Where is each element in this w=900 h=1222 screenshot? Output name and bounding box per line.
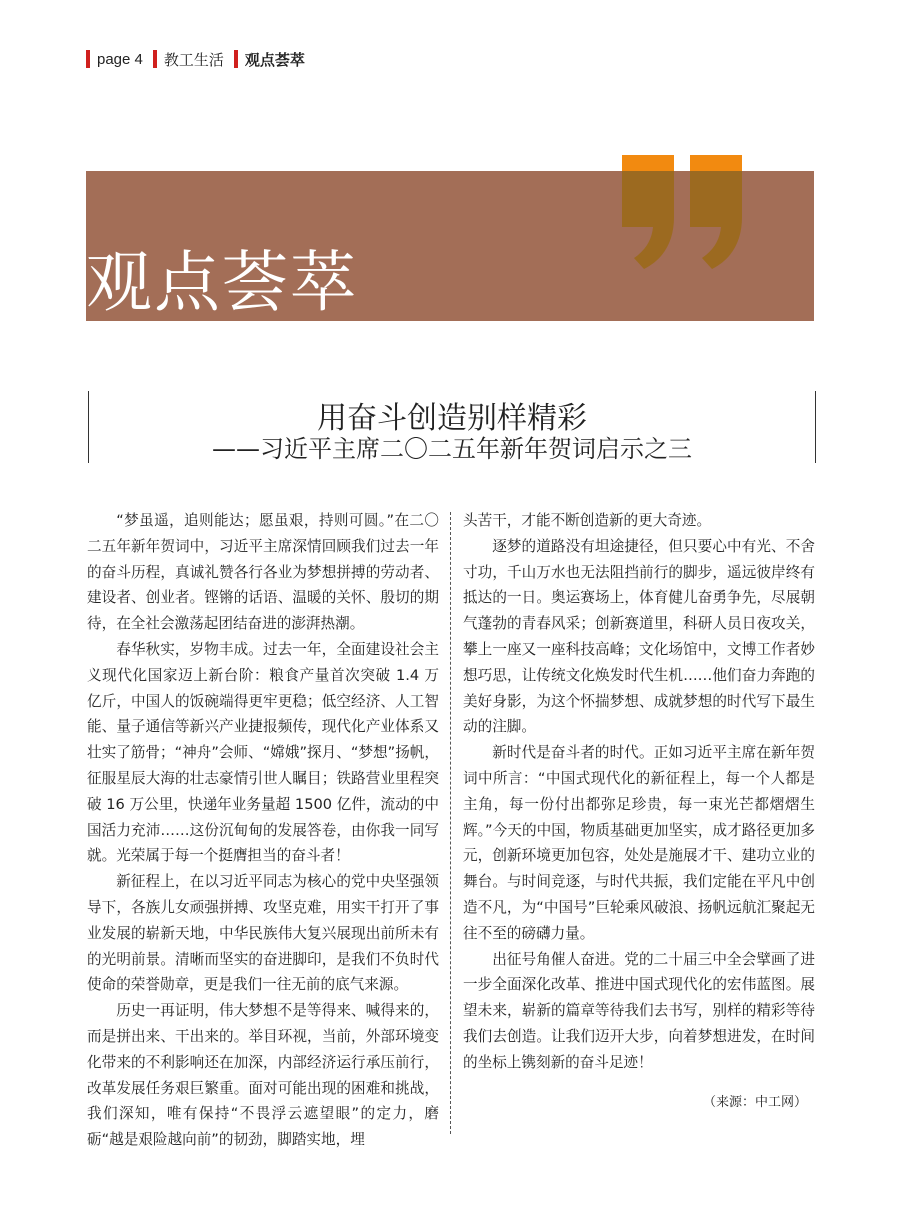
section-name: 教工生活	[163, 50, 224, 69]
column-name: 观点荟萃	[244, 50, 305, 69]
article-title: 用奋斗创造别样精彩	[317, 401, 587, 436]
red-bar-icon	[234, 50, 238, 68]
banner-title: 观点荟萃	[86, 244, 358, 321]
page-number-item	[86, 50, 143, 68]
right-column	[463, 508, 815, 1115]
paragraph: 历史一再证明，伟大梦想不是等得来、喊得来的，而是拼出来、干出来的。举目环视，当前，外部环境变化带来的不利影响还在加深，内部经济运行承压前行，改革发展任务艰巨繁重。面对可能出现的困难和挑战，我们深知，唯有保持“不畏浮云遮望眼”的定力，磨砺“越是艰险越向前”的韧劲，脚踏实地，埋	[87, 1002, 439, 1149]
left-column	[87, 508, 439, 1153]
section-item	[153, 49, 224, 70]
column-item	[234, 49, 305, 70]
page-header	[86, 48, 315, 70]
quote-mark-icon	[622, 155, 678, 269]
article-source: （来源：中工网）	[702, 1094, 807, 1110]
paragraph: 出征号角催人奋进。党的二十届三中全会擘画了进一步全面深化改革、推进中国式现代化的宏伟蓝图。展望未来，崭新的篇章等待我们去书写，别样的精彩等待我们去创造。让我们迈开大步，向着梦想进发，在时间的坐标上镌刻新的奋斗足迹！	[463, 950, 815, 1071]
page-number: page 4	[97, 50, 143, 68]
paragraph: “梦虽遥，追则能达；愿虽艰，持则可圆。”在二〇二五年新年贺词中，习近平主席深情回顾我们过去一年的奋斗历程，真诚礼赞各行各业为梦想拼搏的劳动者、建设者、创业者。铿锵的话语、温暖的关怀、殷切的期待，在全社会激荡起团结奋进的澎湃热潮。	[87, 512, 439, 633]
red-bar-icon	[153, 50, 157, 68]
article-subtitle: ——习近平主席二〇二五年新年贺词启示之三	[212, 435, 692, 463]
red-bar-icon	[86, 50, 90, 68]
article-title-box	[88, 391, 816, 463]
paragraph: 逐梦的道路没有坦途捷径，但只要心中有光、不舍寸功，千山万水也无法阻挡前行的脚步，遥远彼岸终有抵达的一日。奥运赛场上，体育健儿奋勇争先，尽展朝气蓬勃的青春风采；创新赛道里，科研人员日夜攻关，攀上一座又一座科技高峰；文化场馆中，文博工作者妙想巧思，让传统文化焕发时代生机……他们奋力奔跑的美好身影，为这个怀揣梦想、成就梦想的时代写下最生动的注脚。	[463, 537, 815, 736]
paragraph: 春华秋实，岁物丰成。过去一年，全面建设社会主义现代化国家迈上新台阶：粮食产量首次突破 1.4 万亿斤，中国人的饭碗端得更牢更稳；低空经济、人工智能、量子通信等新兴产业捷报频传，现代化产业体系又壮实了筋骨；“神舟”会师、“嫦娥”探月、“梦想”扬帆，征服星辰大海的壮志豪情引世人瞩目；铁路营业里程突破 16 万公里，快递年业务量超 1500 亿件，流动的中国活力充沛……这份沉甸甸的发展答卷，由你我一同写就。光荣属于每一个挺膺担当的奋斗者！	[87, 640, 439, 865]
paragraph: 新时代是奋斗者的时代。正如习近平主席在新年贺词中所言：“中国式现代化的新征程上，每一个人都是主角，每一份付出都弥足珍贵，每一束光芒都熠熠生辉。”今天的中国，物质基础更加坚实，成才路径更加多元，创新环境更加包容，处处是施展才干、建功立业的舞台。与时间竞逐，与时代共振，我们定能在平凡中创造不凡，为“中国号”巨轮乘风破浪、扬帆远航汇聚起无往不至的磅礴力量。	[463, 744, 815, 942]
paragraph: 新征程上，在以习近平同志为核心的党中央坚强领导下，各族儿女顽强拼搏、攻坚克难，用实干打开了事业发展的崭新天地，中华民族伟大复兴展现出前所未有的光明前景。清晰而坚实的奋进脚印，是我们不负时代使命的荣誉勋章，更是我们一往无前的底气来源。	[87, 873, 439, 994]
column-divider	[450, 512, 451, 1134]
quote-mark-icon	[690, 155, 746, 269]
paragraph-continuation: 头苦干，才能不断创造新的更大奇迹。	[463, 512, 712, 529]
